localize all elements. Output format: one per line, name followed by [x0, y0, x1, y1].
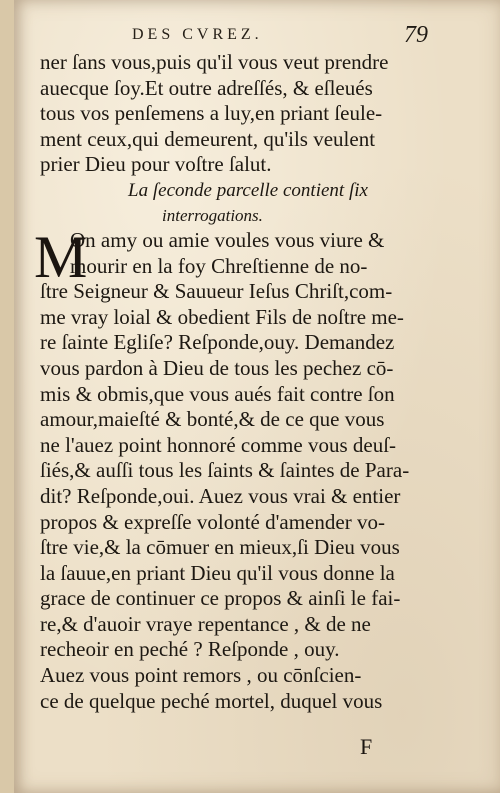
text-line: auecque ſoy.Et outre adreſſés, & eſleués	[40, 75, 373, 100]
text-line: ſtre Seigneur & Sauueur Ieſus Chriſt,com-	[40, 279, 393, 304]
text-line: re,& d'auoir vraye repentance , & de ne	[40, 611, 371, 636]
running-head: DES CVREZ.	[132, 26, 263, 43]
text-line: ſtre vie,& la cōmuer en mieux,ſi Dieu vous	[40, 535, 400, 560]
drop-cap-initial: M	[34, 223, 88, 290]
signature-mark: F	[360, 734, 373, 759]
text-line: On amy ou amie voules vous viure &	[70, 227, 385, 252]
text-line: ment ceux,qui demeurent, qu'ils veulent	[40, 126, 376, 151]
text-line: ſiés,& auſſi tous les ſaints & ſaintes de Para-	[40, 458, 410, 483]
text-line: re ſainte Egliſe? Reſponde,ouy. Demandez	[40, 330, 395, 355]
paragraph-with-initial	[34, 223, 456, 290]
text-line: mis & obmis,que vous aués fait contre ſon	[40, 381, 395, 406]
text-line: la ſauue,en priant Dieu qu'il vous donne la	[40, 560, 395, 585]
text-line: me vray loial & obedient Fils de noſtre me-	[40, 304, 404, 329]
text-line: tous vos penſemens a luy,en priant ſeule-	[40, 101, 383, 126]
text-line: ne l'auez point honnoré comme vous deuſ-	[40, 432, 397, 457]
text-line: ner ſans vous,puis qu'il vous veut prendre	[40, 50, 389, 74]
main-text	[34, 50, 456, 714]
text-line: mourir en la foy Chreſtienne de no-	[70, 253, 368, 278]
text-line: prier Dieu pour voſtre ſalut.	[40, 152, 272, 177]
text-line: propos & expreſſe volonté d'amender vo-	[40, 509, 385, 534]
text-line: ce de quelque peché mortel, duquel vous	[40, 688, 383, 713]
section-heading: interrogations.	[162, 205, 263, 225]
text-line: recheoir en peché ? Reſponde , ouy.	[40, 637, 340, 662]
section-heading: La ſeconde parcelle contient ſix	[128, 179, 368, 201]
text-line: Auez vous point remors , ou cōnſcien-	[40, 663, 362, 688]
text-line: vous pardon à Dieu de tous les pechez cō-	[40, 355, 394, 380]
text-line: dit? Reſponde,oui. Auez vous vrai & entier	[40, 483, 401, 508]
page-number: 79	[404, 22, 428, 48]
text-line: amour,maieſté & bonté,& de ce que vous	[40, 407, 385, 432]
text-line: grace de continuer ce propos & ainſi le fai-	[40, 586, 401, 611]
